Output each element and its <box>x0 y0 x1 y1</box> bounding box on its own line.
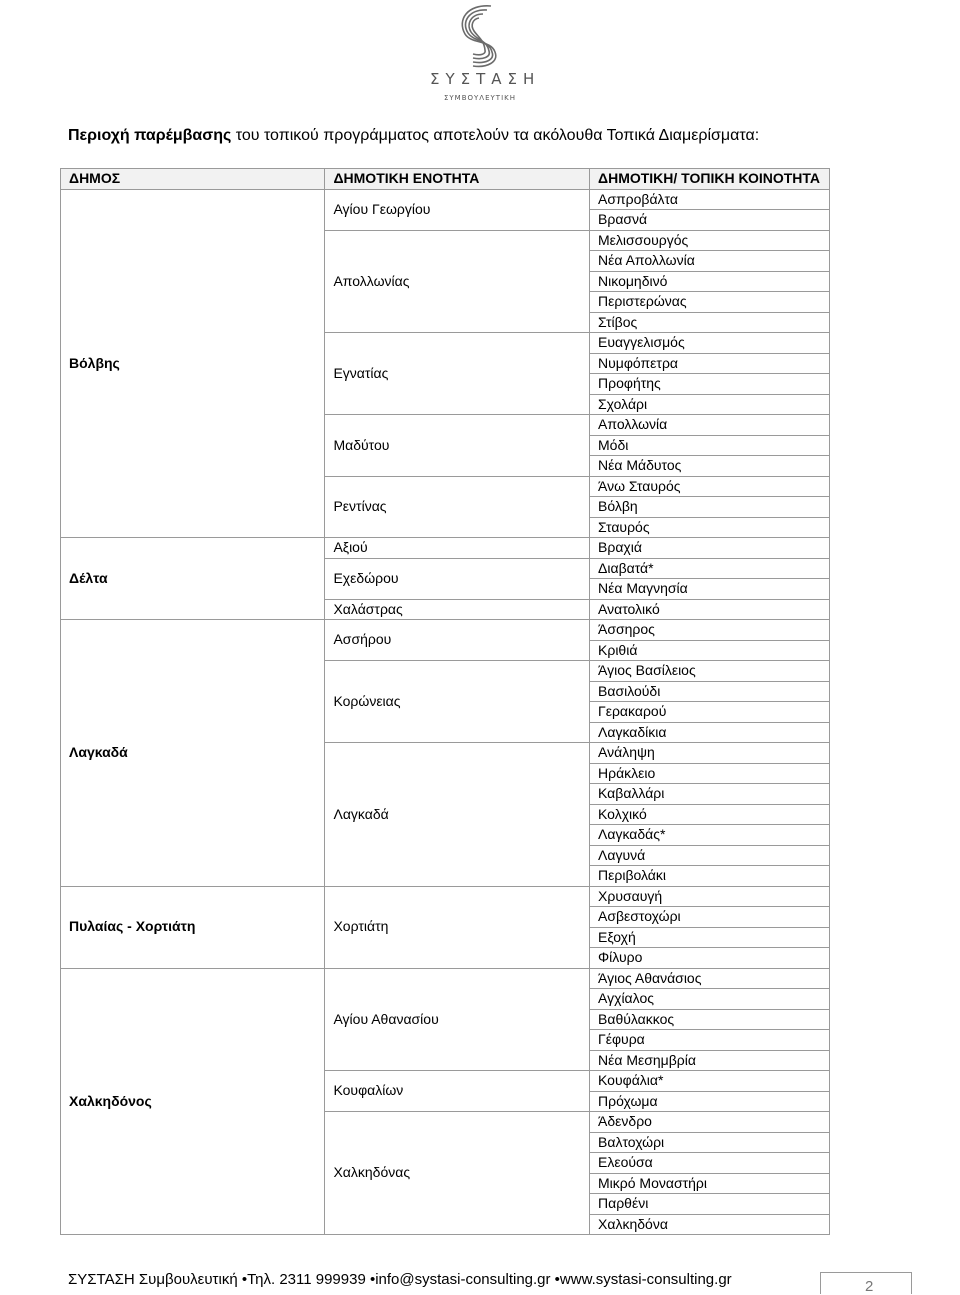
koinotita-cell: Βαθύλακκος <box>590 1009 830 1030</box>
koinotita-cell: Σταυρός <box>590 517 830 538</box>
koinotita-cell: Ανατολικό <box>590 599 830 620</box>
dimos-cell: Λαγκαδά <box>61 620 325 887</box>
logo <box>430 0 541 108</box>
koinotita-cell: Εξοχή <box>590 927 830 948</box>
table-row <box>61 968 830 989</box>
koinotita-cell: Ευαγγελισμός <box>590 333 830 354</box>
enotita-cell: Εχεδώρου <box>325 558 590 599</box>
logo-mark-icon <box>445 0 515 70</box>
logo-brand: ΣΥΣΤΑΣΗ <box>430 70 541 88</box>
enotita-cell: Ρεντίνας <box>325 476 590 538</box>
koinotita-cell: Γέφυρα <box>590 1030 830 1051</box>
koinotita-cell: Λαγκαδίκια <box>590 722 830 743</box>
koinotita-cell: Στίβος <box>590 312 830 333</box>
enotita-cell: Μαδύτου <box>325 415 590 477</box>
koinotita-cell: Απολλωνία <box>590 415 830 436</box>
enotita-cell: Αγίου Αθανασίου <box>325 968 590 1071</box>
koinotita-cell: Περιβολάκι <box>590 866 830 887</box>
koinotita-cell: Νυμφόπετρα <box>590 353 830 374</box>
koinotita-cell: Κουφάλια* <box>590 1071 830 1092</box>
logo-subtitle: ΣΥΜΒΟΥΛΕΥΤΙΚΗ <box>443 94 516 102</box>
koinotita-cell: Άγιος Αθανάσιος <box>590 968 830 989</box>
intro-bold: Περιοχή παρέμβασης <box>68 127 232 144</box>
koinotita-cell: Ελεούσα <box>590 1153 830 1174</box>
koinotita-cell: Βαλτοχώρι <box>590 1132 830 1153</box>
koinotita-cell: Βρασνά <box>590 210 830 231</box>
table-row <box>61 620 830 641</box>
intro-sentence <box>68 127 759 145</box>
koinotita-cell: Σχολάρι <box>590 394 830 415</box>
koinotita-cell: Νικομηδινό <box>590 271 830 292</box>
footer-contact: ΣΥΣΤΑΣΗ Συμβουλευτική •Τηλ. 2311 999939 •info@systasi-consulting.gr •www.systasi-consulting.gr <box>68 1271 732 1288</box>
dimos-cell: Βόλβης <box>61 189 325 538</box>
header-dimos: ΔΗΜΟΣ <box>61 169 325 190</box>
enotita-cell: Κορώνειας <box>325 661 590 743</box>
municipalities-table <box>60 168 830 1235</box>
koinotita-cell: Κολχικό <box>590 804 830 825</box>
koinotita-cell: Ηράκλειο <box>590 763 830 784</box>
koinotita-cell: Νέα Μεσημβρία <box>590 1050 830 1071</box>
koinotita-cell: Βόλβη <box>590 497 830 518</box>
dimos-cell: Πυλαίας - Χορτιάτη <box>61 886 325 968</box>
koinotita-cell: Άνω Σταυρός <box>590 476 830 497</box>
intro-rest: του τοπικού προγράμματος αποτελούν τα ακόλουθα Τοπικά Διαμερίσματα: <box>231 127 760 144</box>
koinotita-cell: Νέα Απολλωνία <box>590 251 830 272</box>
enotita-cell: Αγίου Γεωργίου <box>325 189 590 230</box>
koinotita-cell: Καβαλλάρι <box>590 784 830 805</box>
koinotita-cell: Μόδι <box>590 435 830 456</box>
koinotita-cell: Νέα Μάδυτος <box>590 456 830 477</box>
koinotita-cell: Προφήτης <box>590 374 830 395</box>
koinotita-cell: Διαβατά* <box>590 558 830 579</box>
header-koinotita: ΔΗΜΟΤΙΚΗ/ ΤΟΠΙΚΗ ΚΟΙΝΟΤΗΤΑ <box>590 169 830 190</box>
header-enotita: ΔΗΜΟΤΙΚΗ ΕΝΟΤΗΤΑ <box>325 169 590 190</box>
koinotita-cell: Λαγκαδάς* <box>590 825 830 846</box>
table-row <box>61 189 830 210</box>
table-header-row <box>61 169 830 190</box>
enotita-cell: Ασσήρου <box>325 620 590 661</box>
koinotita-cell: Βραχιά <box>590 538 830 559</box>
enotita-cell: Κουφαλίων <box>325 1071 590 1112</box>
enotita-cell: Λαγκαδά <box>325 743 590 887</box>
koinotita-cell: Νέα Μαγνησία <box>590 579 830 600</box>
enotita-cell: Εγνατίας <box>325 333 590 415</box>
koinotita-cell: Κριθιά <box>590 640 830 661</box>
koinotita-cell: Άδενδρο <box>590 1112 830 1133</box>
page-number: 2 <box>865 1278 874 1295</box>
table-row <box>61 886 830 907</box>
koinotita-cell: Γερακαρού <box>590 702 830 723</box>
enotita-cell: Χαλάστρας <box>325 599 590 620</box>
koinotita-cell: Φίλυρο <box>590 948 830 969</box>
koinotita-cell: Άγιος Βασίλειος <box>590 661 830 682</box>
koinotita-cell: Ασβεστοχώρι <box>590 907 830 928</box>
koinotita-cell: Λαγυνά <box>590 845 830 866</box>
koinotita-cell: Μελισσουργός <box>590 230 830 251</box>
koinotita-cell: Πρόχωμα <box>590 1091 830 1112</box>
table-row <box>61 538 830 559</box>
koinotita-cell: Άσσηρος <box>590 620 830 641</box>
koinotita-cell: Μικρό Μοναστήρι <box>590 1173 830 1194</box>
koinotita-cell: Αγχίαλος <box>590 989 830 1010</box>
dimos-cell: Δέλτα <box>61 538 325 620</box>
koinotita-cell: Παρθένι <box>590 1194 830 1215</box>
enotita-cell: Χορτιάτη <box>325 886 590 968</box>
koinotita-cell: Βασιλούδι <box>590 681 830 702</box>
enotita-cell: Αξιού <box>325 538 590 559</box>
dimos-cell: Χαλκηδόνος <box>61 968 325 1235</box>
koinotita-cell: Χρυσαυγή <box>590 886 830 907</box>
enotita-cell: Απολλωνίας <box>325 230 590 333</box>
koinotita-cell: Χαλκηδόνα <box>590 1214 830 1235</box>
koinotita-cell: Περιστερώνας <box>590 292 830 313</box>
enotita-cell: Χαλκηδόνας <box>325 1112 590 1235</box>
koinotita-cell: Ασπροβάλτα <box>590 189 830 210</box>
koinotita-cell: Ανάληψη <box>590 743 830 764</box>
